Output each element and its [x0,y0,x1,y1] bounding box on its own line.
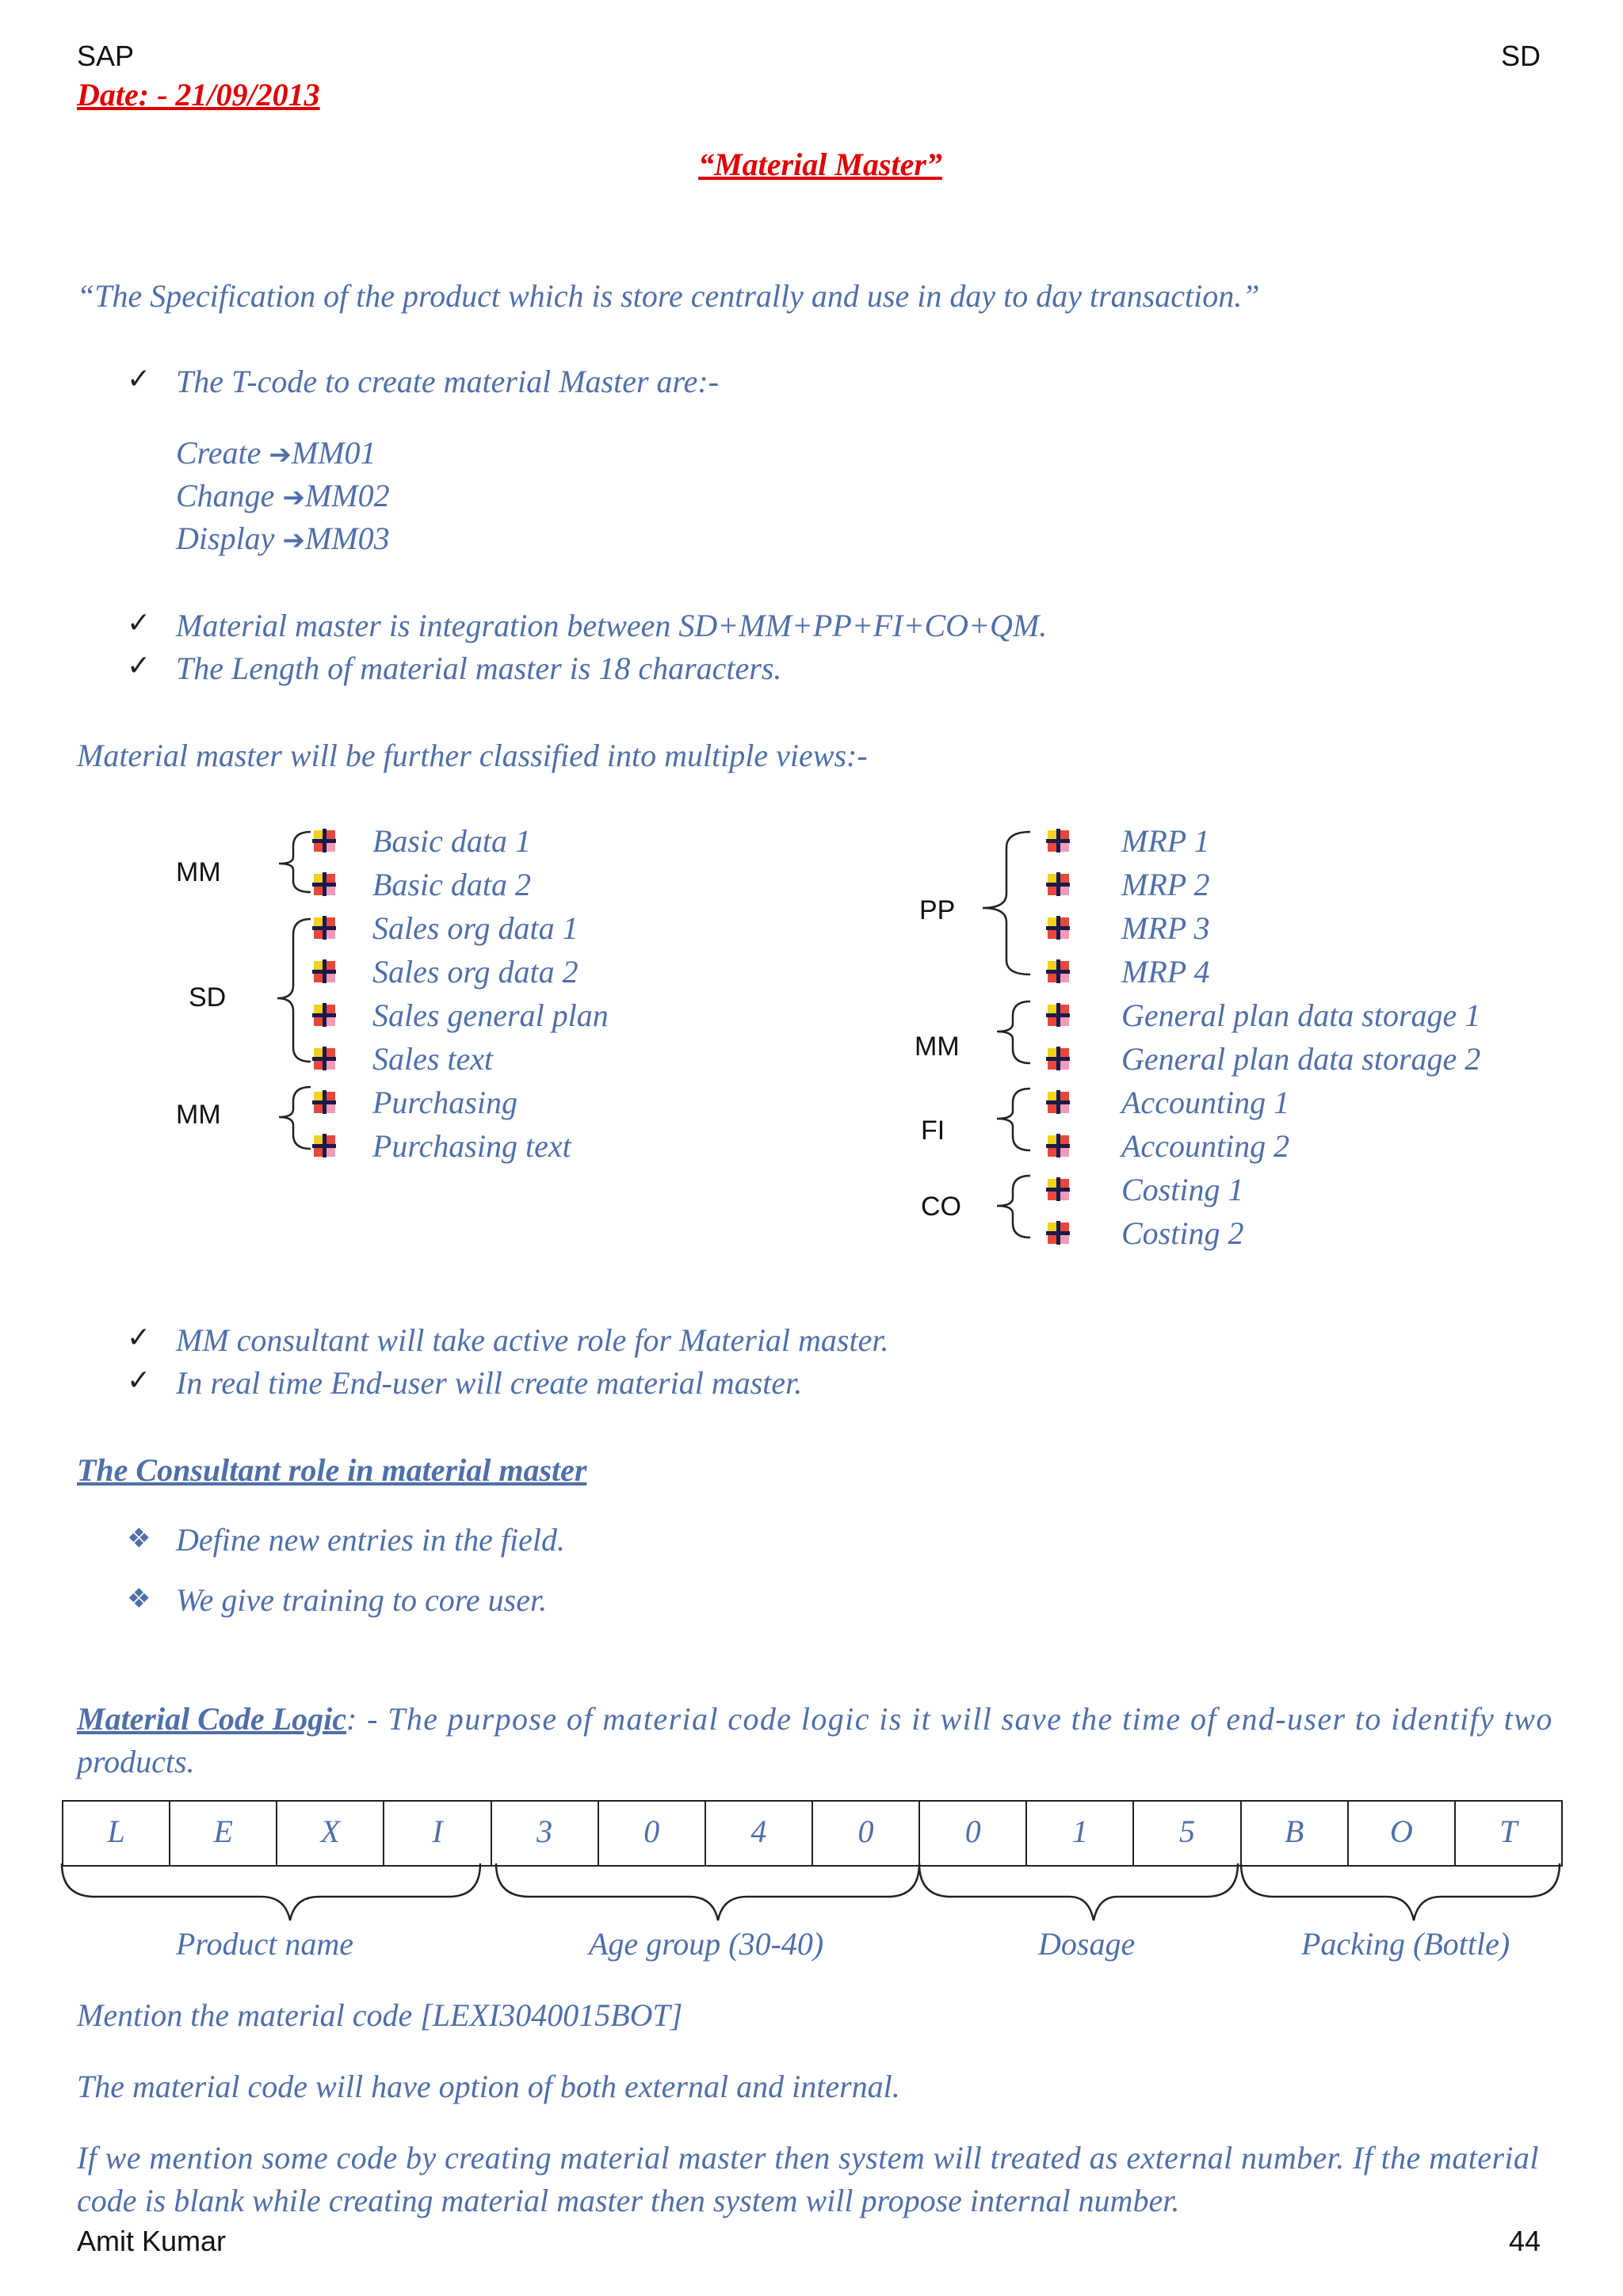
brace-age-group [496,1863,919,1920]
definition-quote: “The Specification of the product which is store centrally and use in day to day transaction.” [77,278,1260,314]
bullet-integration: Material master is integration between SD+MM+PP+FI+CO+QM. [176,608,1048,643]
group-label-mm: MM [915,1032,960,1062]
external-internal: The material code will have option of both external and internal. [77,2069,900,2104]
footer-author: Amit Kumar [77,2225,227,2257]
view-item: Basic data 2 [372,867,531,902]
header-left: SAP [77,40,135,72]
bullet-consultant-role: MM consultant will take active role for Material master. [176,1322,889,1358]
mention-code: Mention the material code [LEXI3040015BOT] [77,1997,683,2033]
view-item: General plan data storage 1 [1121,997,1481,1033]
brace-product-name [62,1863,480,1920]
code-cell: T [1499,1814,1518,1849]
bullet-end-user: In real time End-user will create material master. [176,1365,803,1401]
code-cell: 5 [1134,1802,1241,1865]
group-label-mm: MM [176,857,221,887]
four-color-cross-bullet-icon [311,1132,338,1159]
view-item: Sales general plan [372,997,609,1033]
check-icon: ✓ [127,607,151,639]
consultant-heading: The Consultant role in material master [77,1452,587,1488]
view-item: Costing 2 [1121,1215,1244,1251]
view-item: Costing 1 [1121,1172,1244,1207]
code-cell: B [1242,1802,1349,1865]
group-label-fi: FI [921,1116,945,1146]
code-cell: 0 [920,1802,1027,1865]
four-color-cross-bullet-icon [1044,1089,1071,1116]
four-color-cross-bullet-icon [1044,1001,1071,1028]
code-group-label: Product name [176,1926,354,1962]
check-icon: ✓ [127,650,151,682]
code-group-braces [0,1854,1623,1925]
brace-mm-right [997,1001,1030,1063]
four-color-cross-bullet-icon [1044,958,1071,985]
right-arrow-icon: ➔ [282,482,305,513]
four-color-cross-bullet-icon [311,827,338,854]
view-item: Accounting 2 [1121,1128,1290,1164]
diamond-bullet-icon: ❖ [127,1523,151,1554]
four-color-cross-bullet-icon [1044,871,1071,898]
code-logic-line-2: products. [77,1744,195,1779]
group-label-mm: MM [176,1100,221,1130]
view-item: General plan data storage 2 [1121,1041,1481,1077]
code-group-label: Age group (30-40) [589,1926,824,1962]
view-item: MRP 2 [1121,867,1210,902]
four-color-cross-bullet-icon [311,958,338,985]
header-right: SD [1500,40,1541,72]
view-item: MRP 1 [1121,823,1210,859]
view-item: Accounting 1 [1121,1085,1290,1120]
code-logic-line-1 [77,1700,1553,1737]
four-color-cross-bullet-icon [311,871,338,898]
final-paragraph-line-1: If we mention some code by creating material master then system will treated as external number. If the material [77,2140,1539,2176]
check-icon: ✓ [127,1322,151,1354]
code-cell: O [1349,1802,1456,1865]
code-cell: E [170,1802,277,1865]
brace-dosage [919,1863,1238,1920]
code-logic-heading: Material Code Logic [77,1701,346,1737]
view-item: Purchasing text [372,1128,571,1164]
right-arrow-icon: ➔ [282,524,305,556]
brace-fi [997,1089,1030,1150]
brace-mm-2 [279,1087,311,1149]
four-color-cross-bullet-icon [1044,827,1071,854]
view-item: Sales org data 2 [372,954,579,990]
four-color-cross-bullet-icon [1044,1176,1071,1203]
brace-packing [1241,1863,1560,1920]
four-color-cross-bullet-icon [311,914,338,941]
tcode-value: MM02 [304,478,390,513]
code-cell: 1 [1027,1802,1134,1865]
four-color-cross-bullet-icon [311,1089,338,1116]
brace-pp [983,832,1030,974]
code-group-label: Dosage [1038,1926,1136,1962]
view-item: Basic data 1 [372,823,531,859]
consultant-item: Define new entries in the field. [176,1522,565,1558]
page-number: 44 [1508,2225,1541,2257]
group-label-pp: PP [919,895,956,925]
right-arrow-icon: ➔ [269,439,292,471]
brace-co [997,1176,1030,1238]
code-cell: 4 [706,1802,813,1865]
tcode-label: Change [176,478,275,513]
code-cell: 0 [813,1802,920,1865]
code-cell: X [277,1802,384,1865]
code-cell: I [384,1802,491,1865]
document-date: Date: - 21/09/2013 [77,77,320,113]
four-color-cross-bullet-icon [1044,1045,1071,1072]
group-label-sd: SD [189,982,227,1013]
view-item: Purchasing [372,1085,517,1120]
code-cell: 0 [599,1802,706,1865]
four-color-cross-bullet-icon [311,1001,338,1028]
view-item: Sales org data 1 [372,910,579,946]
final-paragraph-line-2: code is blank while creating material master then system will propose internal number. [77,2183,1180,2218]
diamond-bullet-icon: ❖ [127,1583,151,1615]
brace-mm-1 [279,832,311,892]
four-color-cross-bullet-icon [1044,914,1071,941]
four-color-cross-bullet-icon [1044,1219,1071,1246]
tcode-label: Display [176,521,275,556]
four-color-cross-bullet-icon [311,1045,338,1072]
code-logic-text: : - The purpose of material code logic is it will save the time of end-user to identify two [346,1701,1553,1737]
page-title: “Material Master” [698,147,942,182]
group-label-co: CO [921,1192,961,1222]
four-color-cross-bullet-icon [1044,1132,1071,1159]
tcode-value: MM01 [291,435,376,471]
code-cell: L [63,1802,170,1865]
check-icon: ✓ [127,363,151,395]
tcode-label: Create [176,435,262,471]
views-intro: Material master will be further classified into multiple views:- [77,738,868,773]
bullet-length: The Length of material master is 18 characters. [176,650,782,686]
consultant-item: We give training to core user. [176,1582,548,1618]
view-item: Sales text [372,1041,494,1077]
tcode-value: MM03 [304,521,390,556]
tcode-intro: The T-code to create material Master are:- [176,364,720,399]
view-item: MRP 4 [1121,954,1210,990]
check-icon: ✓ [127,1364,151,1397]
code-group-label: Packing (Bottle) [1301,1926,1510,1962]
code-cell: 3 [492,1802,599,1865]
brace-sd [277,919,311,1062]
view-item: MRP 3 [1121,910,1210,946]
